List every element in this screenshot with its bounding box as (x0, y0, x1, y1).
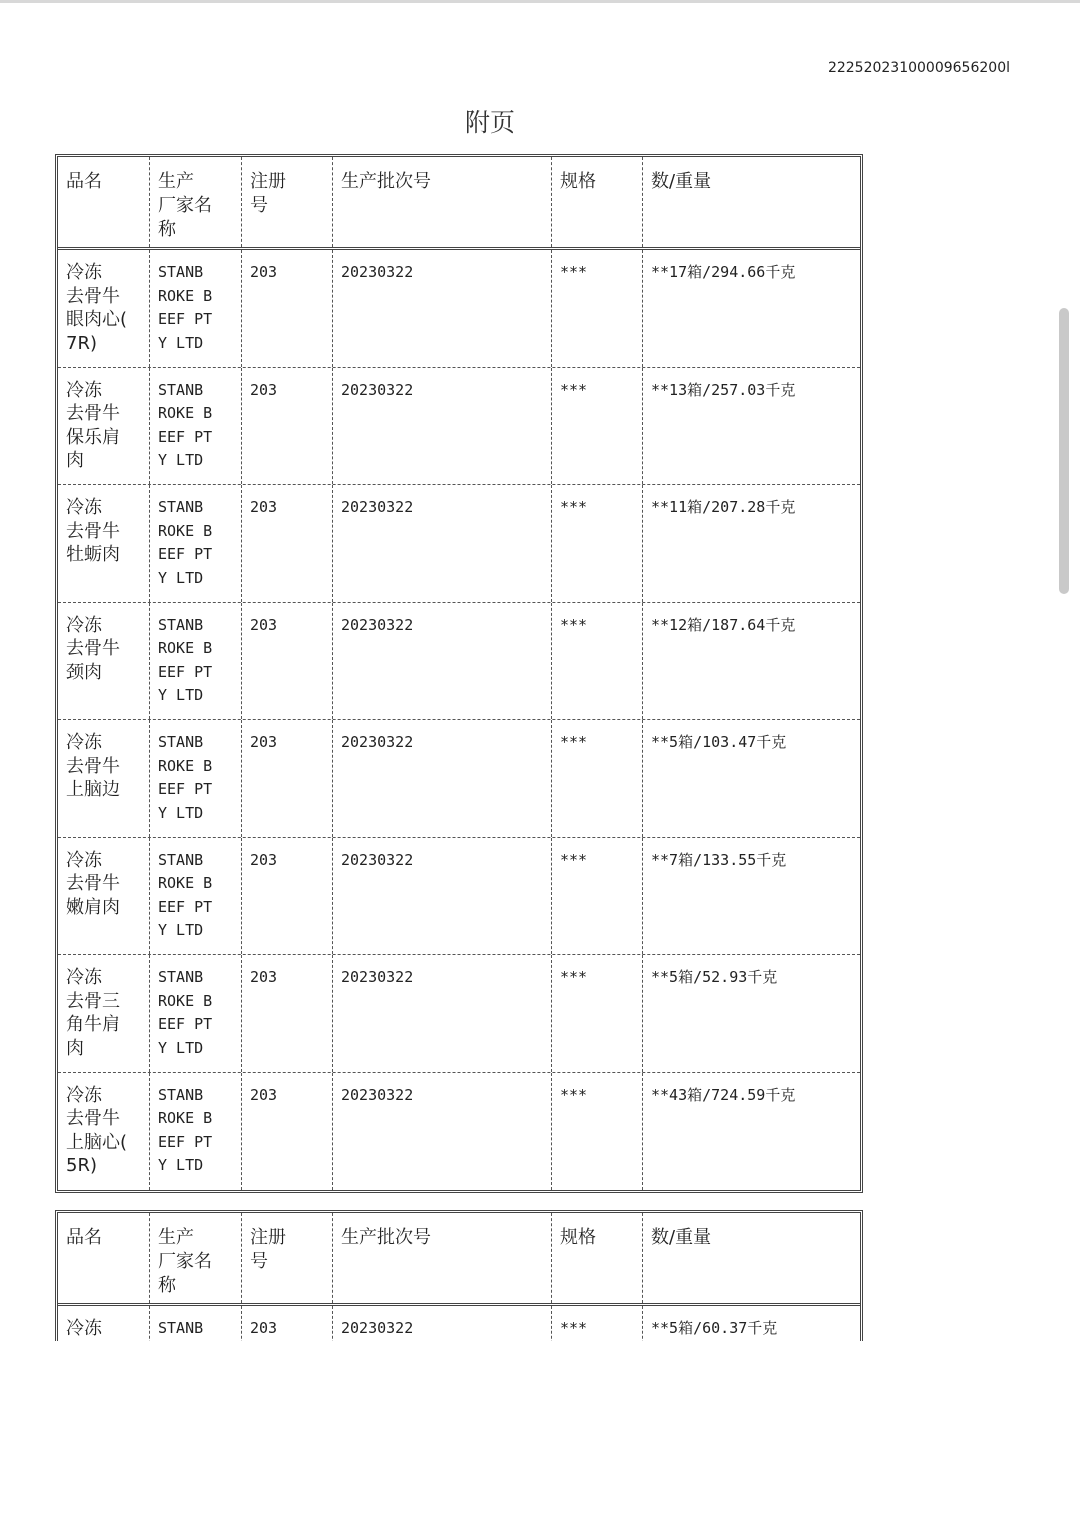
product-name-cell: 冷冻 (66, 1318, 102, 1339)
page-cutoff (0, 1343, 1080, 1524)
batch-cell: 20230322 (332, 838, 551, 955)
batch-cell: 20230322 (332, 720, 551, 837)
spec-cell: *** (551, 368, 642, 485)
manufacturer-cell: STANB ROKE B EEF PT Y LTD (149, 250, 241, 367)
manufacturer-cell: STANB ROKE B EEF PT Y LTD (149, 1073, 241, 1191)
batch-cell: 20230322 (332, 368, 551, 485)
table-row (58, 955, 860, 1073)
table-row (58, 250, 860, 368)
spec-cell: *** (551, 1073, 642, 1191)
batch-cell: 20230322 (332, 955, 551, 1072)
registration-cell: 203 (241, 720, 332, 837)
registration-cell: 203 (241, 1306, 332, 1341)
vertical-scrollbar[interactable] (1059, 308, 1069, 594)
manufacturer-cell: STANB (149, 1306, 241, 1341)
product-name-cell: 冷冻 去骨牛 眼肉心( 7R) (66, 262, 128, 354)
spec-cell: *** (551, 955, 642, 1072)
header-product-name: 品名 (66, 171, 102, 192)
quantity-cell: **5箱/103.47千克 (642, 720, 860, 837)
registration-cell: 203 (241, 955, 332, 1072)
spec-cell: *** (551, 720, 642, 837)
manufacturer-cell: STANB ROKE B EEF PT Y LTD (149, 368, 241, 485)
quantity-cell: **5箱/60.37千克 (642, 1306, 860, 1341)
header-registration-no: 注册 号 (241, 1213, 332, 1303)
table-row (58, 485, 860, 603)
batch-cell: 20230322 (332, 1073, 551, 1191)
header-manufacturer: 生产 厂家名 称 (149, 1213, 241, 1303)
header-quantity-weight: 数/重量 (642, 157, 860, 247)
manufacturer-cell: STANB ROKE B EEF PT Y LTD (149, 603, 241, 720)
goods-table-continued (55, 1210, 863, 1341)
header-batch-no: 生产批次号 (332, 1213, 551, 1303)
spec-cell: *** (551, 838, 642, 955)
quantity-cell: **17箱/294.66千克 (642, 250, 860, 367)
document-number: 22252023100009656200l (827, 60, 1010, 76)
spec-cell: *** (551, 603, 642, 720)
top-border-line (0, 0, 1080, 3)
registration-cell: 203 (241, 368, 332, 485)
table-header-row (58, 157, 860, 250)
table-row (58, 720, 860, 838)
batch-cell: 20230322 (332, 603, 551, 720)
manufacturer-cell: STANB ROKE B EEF PT Y LTD (149, 838, 241, 955)
header-registration-no: 注册 号 (241, 157, 332, 247)
spec-cell: *** (551, 1306, 642, 1341)
quantity-cell: **43箱/724.59千克 (642, 1073, 860, 1191)
table-row (58, 1073, 860, 1191)
product-name-cell: 冷冻 去骨牛 上脑心( 5R) (66, 1084, 128, 1176)
manufacturer-cell: STANB ROKE B EEF PT Y LTD (149, 485, 241, 602)
manufacturer-cell: STANB ROKE B EEF PT Y LTD (149, 720, 241, 837)
header-product-name: 品名 (66, 1227, 102, 1248)
header-batch-no: 生产批次号 (332, 157, 551, 247)
spec-cell: *** (551, 250, 642, 367)
product-name-cell: 冷冻 去骨牛 颈肉 (66, 614, 120, 683)
registration-cell: 203 (241, 250, 332, 367)
quantity-cell: **11箱/207.28千克 (642, 485, 860, 602)
batch-cell: 20230322 (332, 485, 551, 602)
manufacturer-cell: STANB ROKE B EEF PT Y LTD (149, 955, 241, 1072)
product-name-cell: 冷冻 去骨牛 上脑边 (66, 732, 120, 800)
table-header-row (58, 1213, 860, 1306)
quantity-cell: **13箱/257.03千克 (642, 368, 860, 485)
registration-cell: 203 (241, 603, 332, 720)
batch-cell: 20230322 (332, 1306, 551, 1341)
quantity-cell: **7箱/133.55千克 (642, 838, 860, 955)
header-quantity-weight: 数/重量 (642, 1213, 860, 1303)
product-name-cell: 冷冻 去骨牛 牡蛎肉 (66, 497, 120, 565)
goods-table (55, 154, 863, 1193)
registration-cell: 203 (241, 485, 332, 602)
batch-cell: 20230322 (332, 250, 551, 367)
quantity-cell: **5箱/52.93千克 (642, 955, 860, 1072)
header-manufacturer: 生产 厂家名 称 (149, 157, 241, 247)
spec-cell: *** (551, 485, 642, 602)
table-row (58, 368, 860, 486)
product-name-cell: 冷冻 去骨牛 保乐肩 肉 (66, 379, 120, 471)
header-spec: 规格 (551, 157, 642, 247)
table-row (58, 1306, 860, 1341)
table-row (58, 838, 860, 956)
page-title: 附页 (464, 108, 515, 137)
registration-cell: 203 (241, 1073, 332, 1191)
product-name-cell: 冷冻 去骨三 角牛肩 肉 (66, 967, 120, 1059)
header-spec: 规格 (551, 1213, 642, 1303)
quantity-cell: **12箱/187.64千克 (642, 603, 860, 720)
registration-cell: 203 (241, 838, 332, 955)
table-row (58, 603, 860, 721)
product-name-cell: 冷冻 去骨牛 嫩肩肉 (66, 849, 120, 918)
